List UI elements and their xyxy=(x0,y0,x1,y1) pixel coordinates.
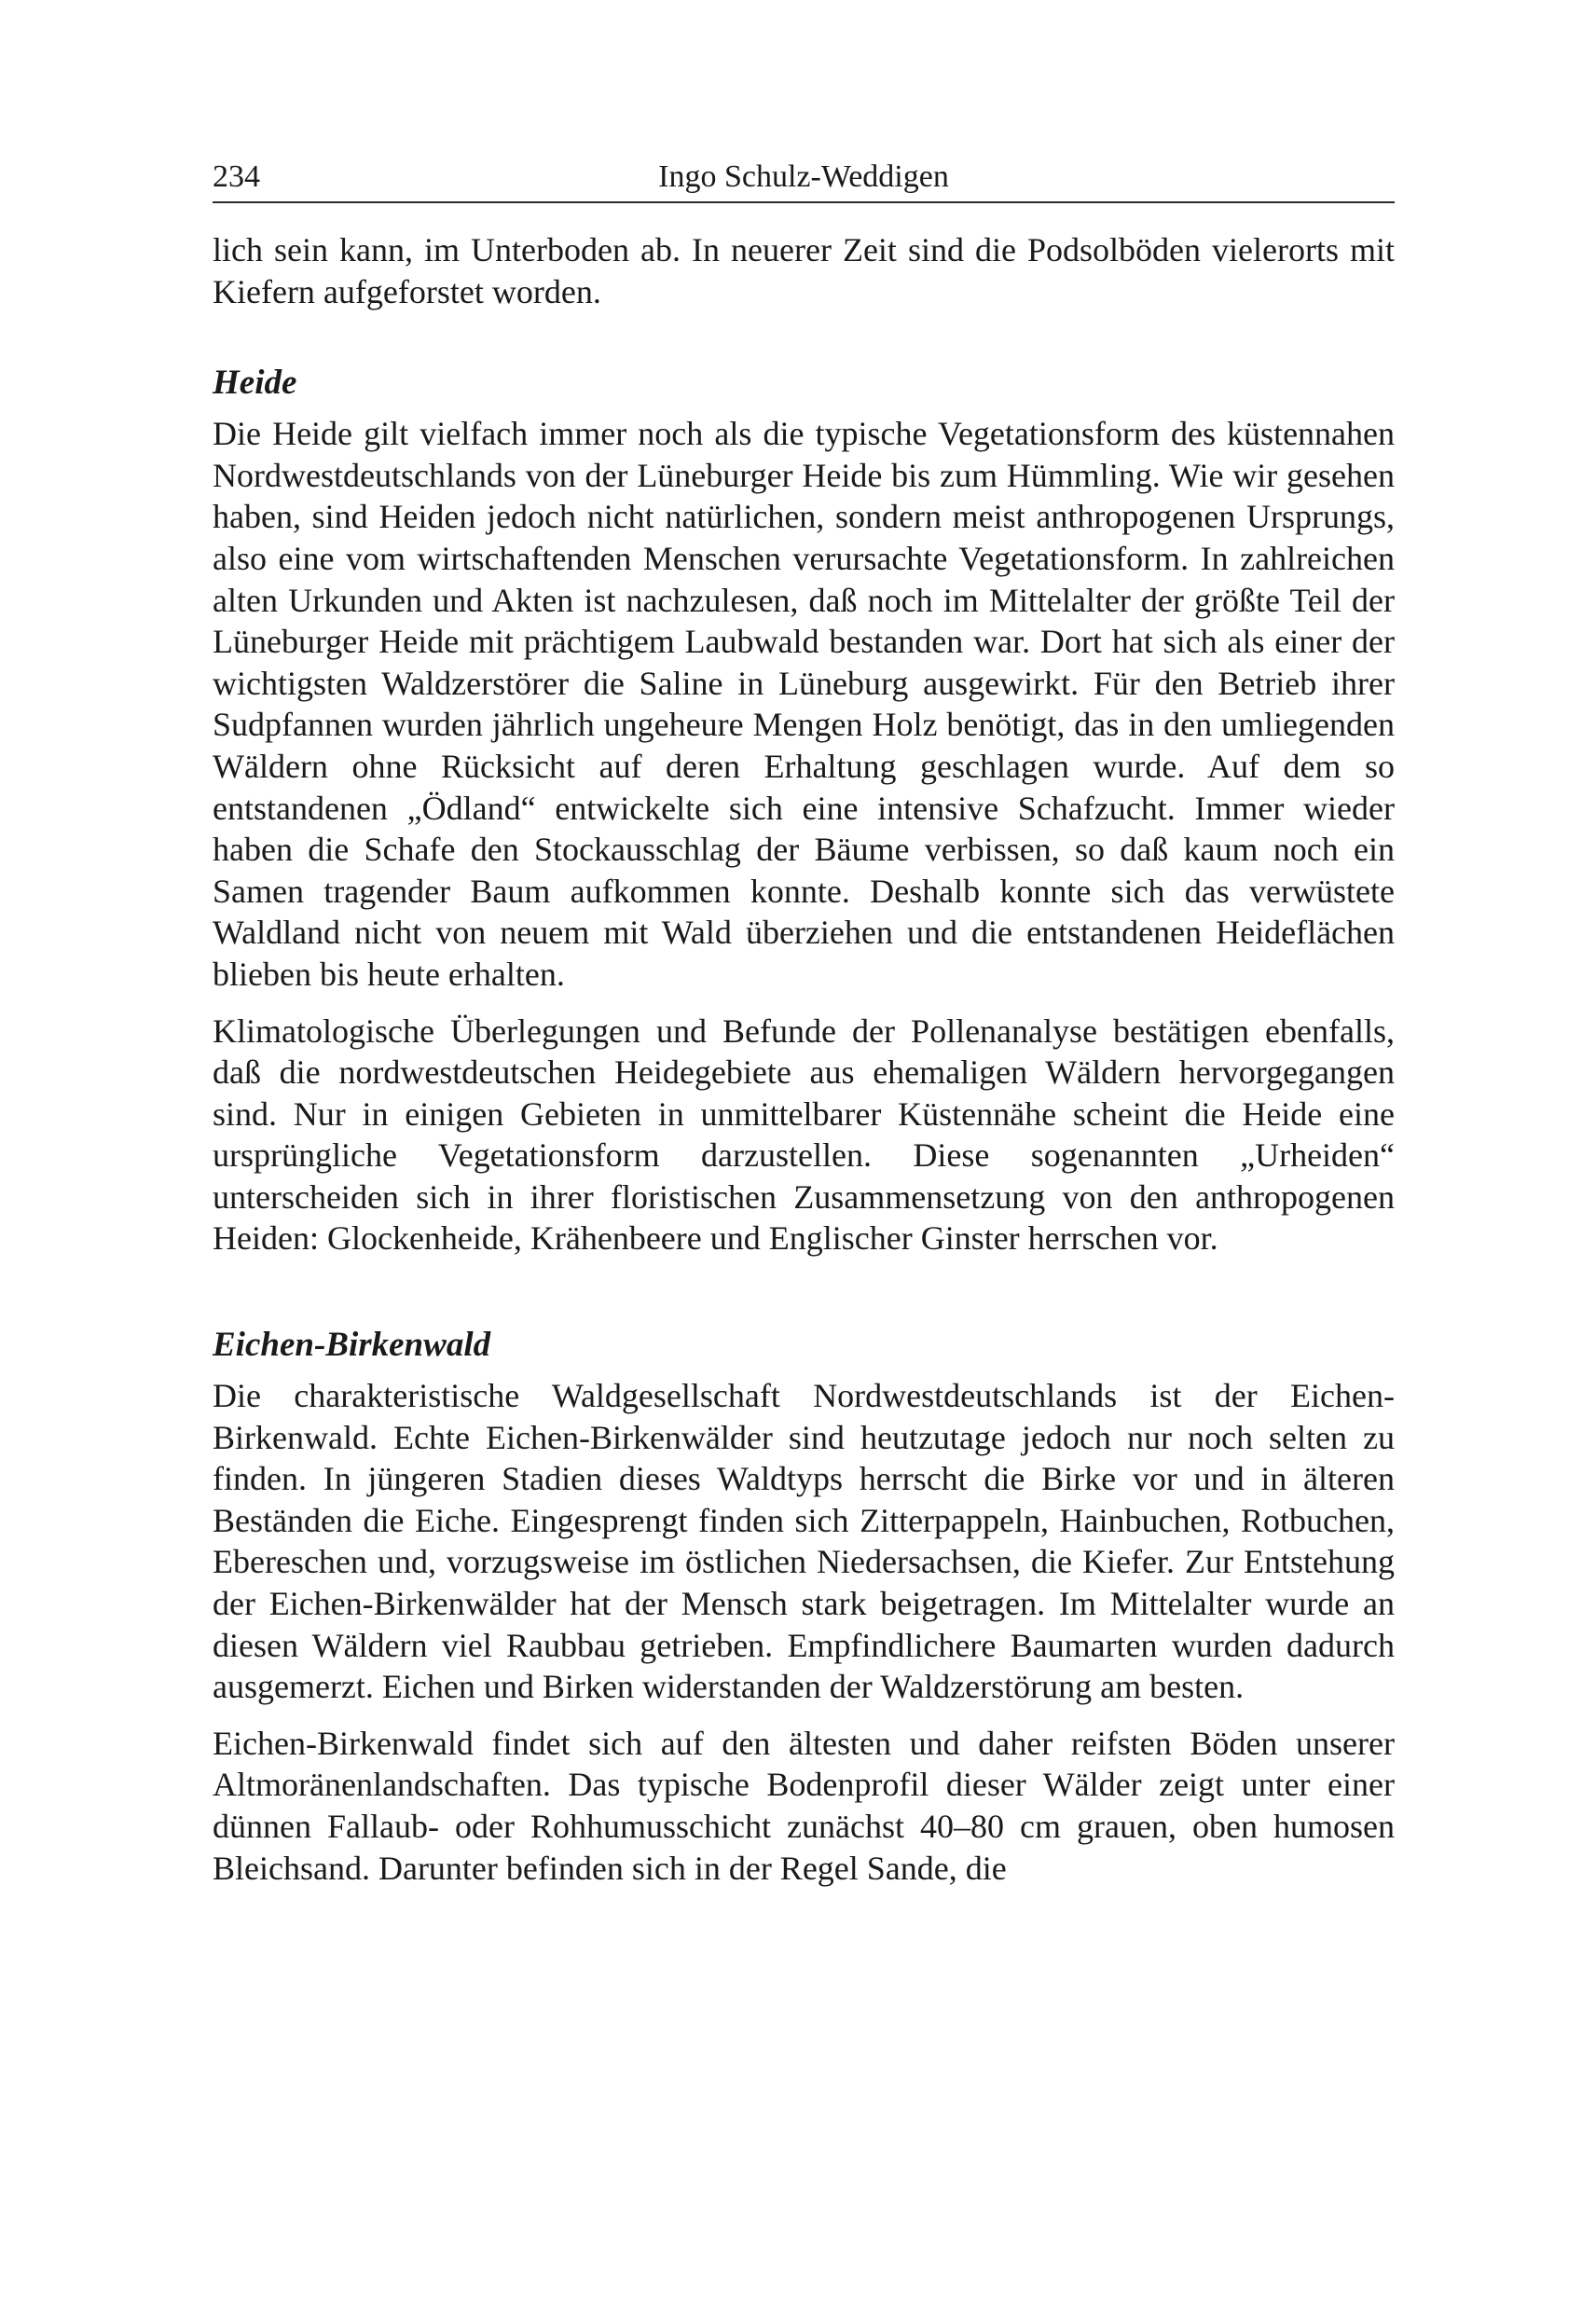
book-page xyxy=(213,155,1395,1889)
continuation-paragraph: lich sein kann, im Unterboden ab. In neuerer Zeit sind die Podsolböden vielerorts mit Kiefern aufgeforstet worden. xyxy=(213,231,1395,310)
paragraph-heide-2: Klimatologische Überlegungen und Befunde der Pollenanalyse bestätigen ebenfalls, daß die nordwestdeutschen Heidegebiete aus ehemaligen Wäldern hervorgegangen sind. Nur in einigen Gebieten in unmittelbarer Küstennähe scheint die Heide eine ursprüngliche Vegetationsform darzustellen. Diese sogenannten „Urheiden“ unterscheiden sich in ihrer floristischen Zusammensetzung von den anthropogenen Heiden: Glockenheide, Krähenbeere und Englischer Ginster herrschen vor. xyxy=(213,1012,1395,1258)
section-heading-heide: Heide xyxy=(213,364,297,403)
section-heading-eichen-birkenwald: Eichen-Birkenwald xyxy=(213,1326,491,1365)
running-head xyxy=(213,155,1395,203)
page-number: 234 xyxy=(213,159,260,194)
running-title: Ingo Schulz-Weddigen xyxy=(658,159,949,194)
body-text xyxy=(213,229,1395,1889)
paragraph-heide-1: Die Heide gilt vielfach immer noch als die typische Vegetationsform des küstennahen Nordwestdeutschlands von der Lüneburger Heide bis zum Hümmling. Wie wir gesehen haben, sind Heiden jedoch nicht natürlichen, sondern meist anthropogenen Ursprungs, also eine vom wirtschaftenden Menschen verursachte Vegetationsform. In zahlreichen alten Urkunden und Akten ist nachzulesen, daß noch im Mittelalter der größte Teil der Lüneburger Heide mit prächtigem Laubwald bestanden war. Dort hat sich als einer der wichtigsten Waldzerstörer die Saline in Lüneburg ausgewirkt. Für den Betrieb ihrer Sudpfannen wurden jährlich ungeheure Mengen Holz benötigt, das in den umliegenden Wäldern ohne Rücksicht auf deren Erhaltung geschlagen wurde. Auf dem so entstandenen „Ödland“ entwickelte sich eine intensive Schafzucht. Immer wieder haben die Schafe den Stockausschlag der Bäume verbissen, so daß kaum noch ein Samen tragender Baum aufkommen konnte. Deshalb konnte sich das verwüstete Waldland nicht von neuem mit Wald überziehen und die entstandenen Heideflächen blieben bis heute erhalten. xyxy=(213,415,1395,993)
paragraph-eichen-birkenwald-2: Eichen-Birkenwald findet sich auf den ältesten und daher reifsten Böden unserer Altmoränenlandschaften. Das typische Bodenprofil dieser Wälder zeigt unter einer dünnen Fallaub- oder Rohhumusschicht zunächst 40–80 cm grauen, oben humosen Bleichsand. Darunter befinden sich in der Regel Sande, die xyxy=(213,1724,1395,1887)
paragraph-eichen-birkenwald-1: Die charakteristische Waldgesellschaft Nordwestdeutschlands ist der Eichen-Birkenwald. Echte Eichen-Birkenwälder sind heutzutage jedoch nur noch selten zu finden. In jüngeren Stadien dieses Waldtyps herrscht die Birke vor und in älteren Beständen die Eiche. Eingesprengt finden sich Zitterpappeln, Hainbuchen, Rotbuchen, Ebereschen und, vorzugsweise im östlichen Niedersachsen, die Kiefer. Zur Entstehung der Eichen-Birkenwälder hat der Mensch stark beigetragen. Im Mittelalter wurde an diesen Wäldern viel Raubbau getrieben. Empfindlichere Baumarten wurden dadurch ausgemerzt. Eichen und Birken widerstanden der Waldzerstörung am besten. xyxy=(213,1377,1395,1706)
